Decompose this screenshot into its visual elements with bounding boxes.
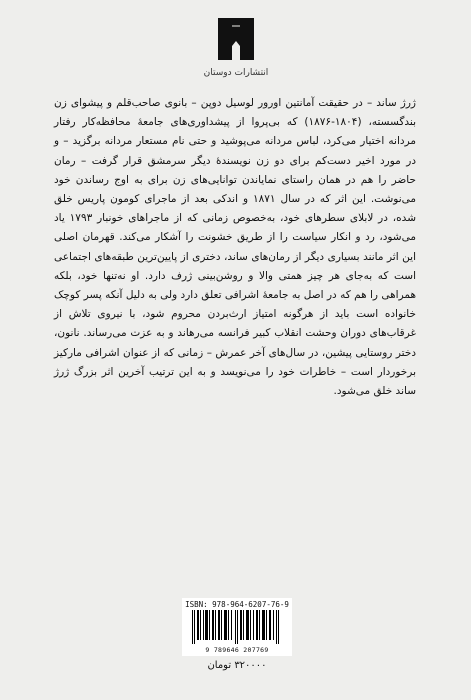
publisher-logo (201, 16, 271, 78)
book-description (54, 94, 416, 401)
barcode-icon (190, 610, 284, 644)
isbn-number: ISBN: 978-964-6207-76-9 (185, 600, 289, 609)
publisher-name: انتشارات دوستان (203, 68, 269, 78)
barcode-digits: 9 789646 207769 (205, 646, 269, 654)
description-paragraph: ژرژ ساند – در حقیقت آمانتین اورور لوسیل دوپن – بانوی صاحب‌قلم و پیشوای زن بندگسسته، (۱۸۰۴-۱۸۷۶) که بی‌پروا از پیشداوری‌های جامعهٔ محافظه‌کار رفتار مردانه اختیار می‌کرد، لباس مردانه می‌پوشید و حتی نام مستعار مردانه برگزید – و در مورد اخیر دست‌کم برای دو زن نویسندهٔ دیگر سرمشق قرار گرفت – رمان حاضر را هم در همان راستای نمایاندن توانایی‌های زن برای به اوج رساندن خود می‌نوشت. این اثر که در سال ۱۸۷۱ و اندکی بعد از ماجرای کومون پاریس خلق شده، در لابلای سطرهای خود، به‌خصوص زمانی که از ماجراهای خونبار ۱۷۹۳ یاد می‌شود، رد و انکار سیاست را از طریق خشونت را آشکار می‌کند. قهرمان اصلی این اثر مانند بسیاری دیگر از رمان‌های ساند، دختری از پایین‌ترین طبقه‌های اجتماعی است که به‌جای هر چیز همتی والا و روشن‌بینی ژرف دارد. او نه‌تنها خود، بلکه همراهی را هم که در اصل به جامعهٔ اشرافی تعلق دارد ولی به دلیل آنکه پسر کوچک خانواده است باید از هرگونه امتیاز ارث‌بردن محروم شود، با نیروی تلاش از غرقاب‌های دوران وحشت انقلاب کبیر فرانسه می‌رهاند و به عزت می‌رساند. نانون، دختر روستایی پیشین، در سال‌های آخر عمرش – زمانی که از عنوان اشرافی مارکیز برخوردار است – خاطرات خود را می‌نویسد و به این ترتیب آخرین اثر بزرگ ژرژ ساند خلق می‌شود. (54, 97, 416, 398)
barcode-label (182, 598, 292, 656)
book-bookmark-logo-icon (216, 16, 256, 62)
price-label: ۳۲۰۰۰۰ تومان (207, 660, 267, 671)
